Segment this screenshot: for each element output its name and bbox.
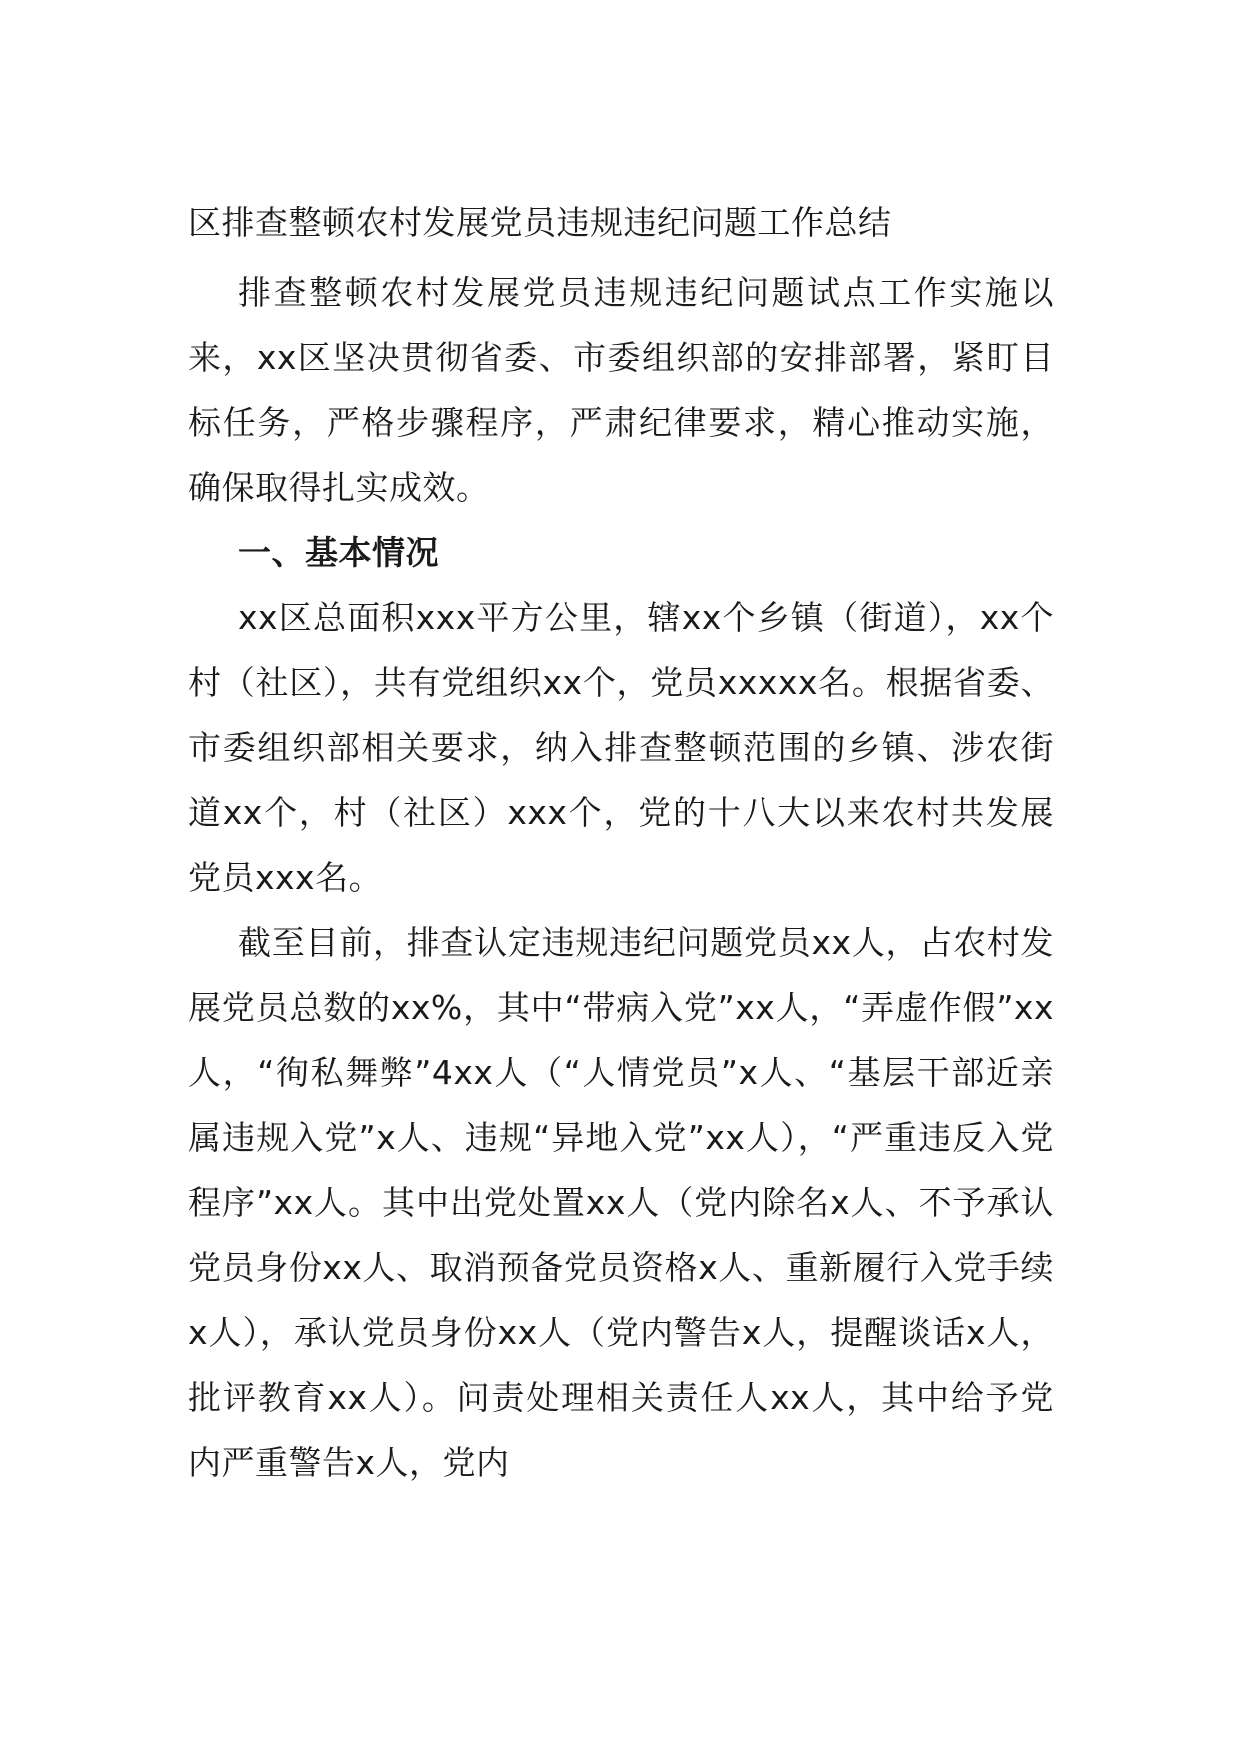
section-heading-basic-situation: 一、基本情况 [238, 533, 439, 572]
document-title: 区排查整顿农村发展党员违规违纪问题工作总结 [188, 203, 892, 242]
basic-situation-paragraph: xx区总面积xxx平方公里，辖xx个乡镇（街道），xx个村（社区），共有党组织xx个，党员xxxxx名。根据省委、市委组织部相关要求，纳入排查整顿范围的乡镇、涉农街道xx个，村（社区）xxx个，党的十八大以来农村共发展党员xxx名。 [188, 598, 1054, 897]
investigation-results-paragraph: 截至目前，排查认定违规违纪问题党员xx人，占农村发展党员总数的xx%，其中“带病入党”xx人，“弄虚作假”xx人，“徇私舞弊”4xx人（“人情党员”x人、“基层干部近亲属违规入党”x人、违规“异地入党”xx人），“严重违反入党程序”xx人。其中出党处置xx人（党内除名x人、不予承认党员身份xx人、取消预备党员资格x人、重新履行入党手续x人），承认党员身份xx人（党内警告x人，提醒谈话x人，批评教育xx人）。问责处理相关责任人xx人，其中给予党内严重警告x人，党内 [188, 923, 1054, 1482]
document-body [188, 196, 1054, 1495]
intro-paragraph: 排查整顿农村发展党员违规违纪问题试点工作实施以来，xx区坚决贯彻省委、市委组织部的安排部署，紧盯目标任务，严格步骤程序，严肃纪律要求，精心推动实施，确保取得扎实成效。 [188, 273, 1054, 507]
